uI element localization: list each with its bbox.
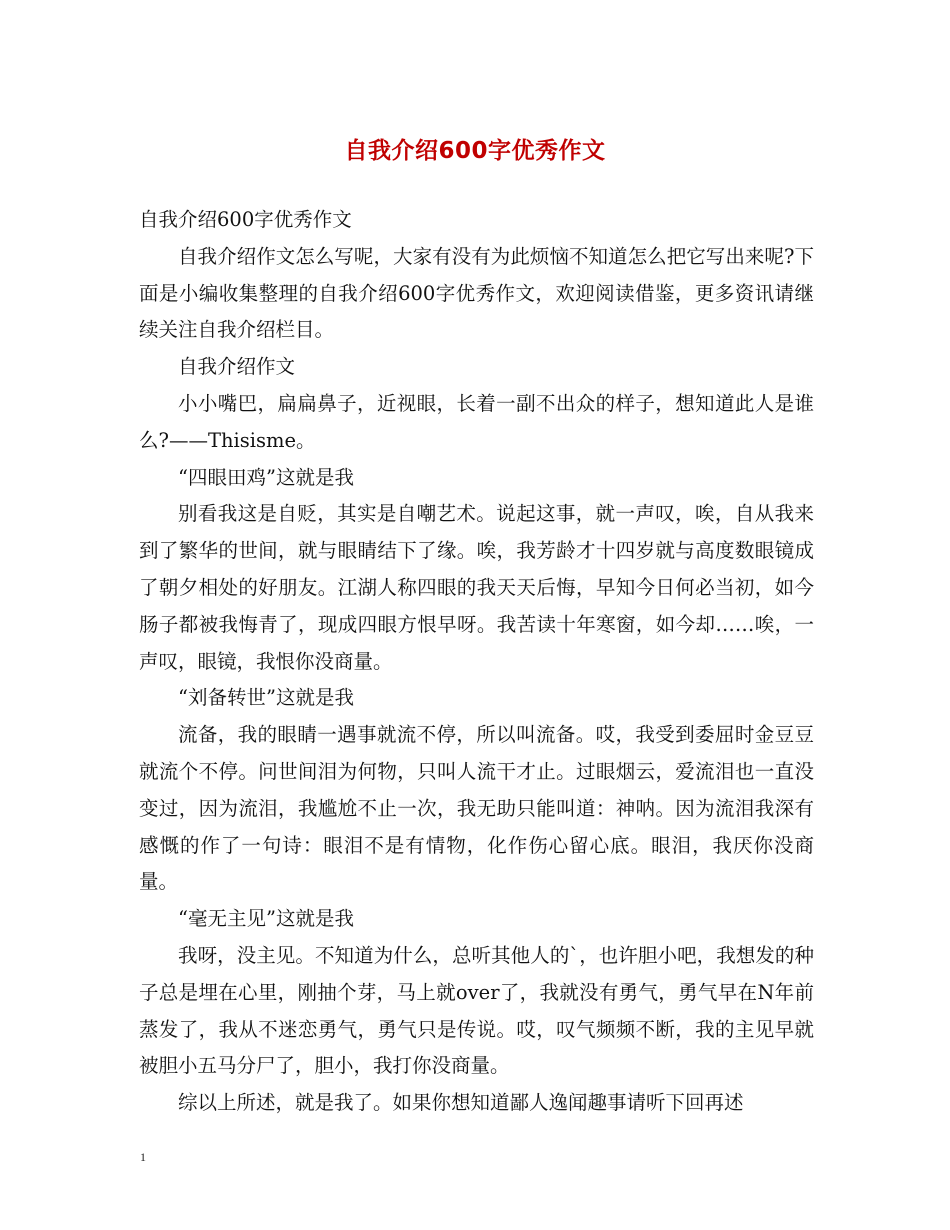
section-heading: “四眼田鸡”这就是我: [178, 465, 354, 489]
paragraph: 自我介绍600字优秀作文: [139, 208, 352, 231]
paragraph: 别看我这是自贬，其实是自嘲艺术。说起这事，就一声叹，唉，自从我来到了繁华的世间，就与眼睛结下了缘。唉，我芳龄才十四岁就与高度数眼镜成了朝夕相处的好朋友。江湖人称四眼的我天天后悔，早知今日何必当初，如今肠子都被我悔青了，现成四眼方恨早呀。我苦读十年寒窗，如今却……唉，一声叹，眼镜，我恨你没商量。: [139, 502, 814, 673]
paragraph: 我呀，没主见。不知道为什么，总听其他人的`，也许胆小吧，我想发的种子总是埋在心里，刚抽个芽，马上就over了，我就没有勇气，勇气早在N年前蒸发了，我从不迷恋勇气，勇气只是传说。哎，叹气频频不断，我的主见早就被胆小五马分尸了，胆小，我打你没商量。: [139, 943, 814, 1078]
page-number: 1: [140, 1150, 146, 1164]
paragraph: 综以上所述，就是我了。如果你想知道鄙人逸闻趣事请听下回再述: [178, 1091, 744, 1115]
document-body: [139, 202, 814, 1122]
paragraph: 自我介绍作文: [178, 355, 296, 379]
document-title: 自我介绍600字优秀作文: [344, 138, 606, 164]
paragraph: 小小嘴巴，扁扁鼻子，近视眼，长着一副不出众的样子，想知道此人是谁么?——Thisisme。: [139, 391, 814, 452]
paragraph: 流备，我的眼睛一遇事就流不停，所以叫流备。哎，我受到委屈时金豆豆就流个不停。问世间泪为何物，只叫人流干才止。过眼烟云，爱流泪也一直没变过，因为流泪，我尴尬不止一次，我无助只能叫道：神呐。因为流泪我深有感慨的作了一句诗：眼泪不是有情物，化作伤心留心底。眼泪，我厌你没商量。: [139, 723, 814, 894]
section-heading: “毫无主见”这就是我: [178, 907, 354, 931]
section-heading: “刘备转世”这就是我: [178, 686, 354, 710]
paragraph: 自我介绍作文怎么写呢，大家有没有为此烦恼不知道怎么把它写出来呢?下面是小编收集整理的自我介绍600字优秀作文，欢迎阅读借鉴，更多资讯请继续关注自我介绍栏目。: [139, 244, 814, 342]
